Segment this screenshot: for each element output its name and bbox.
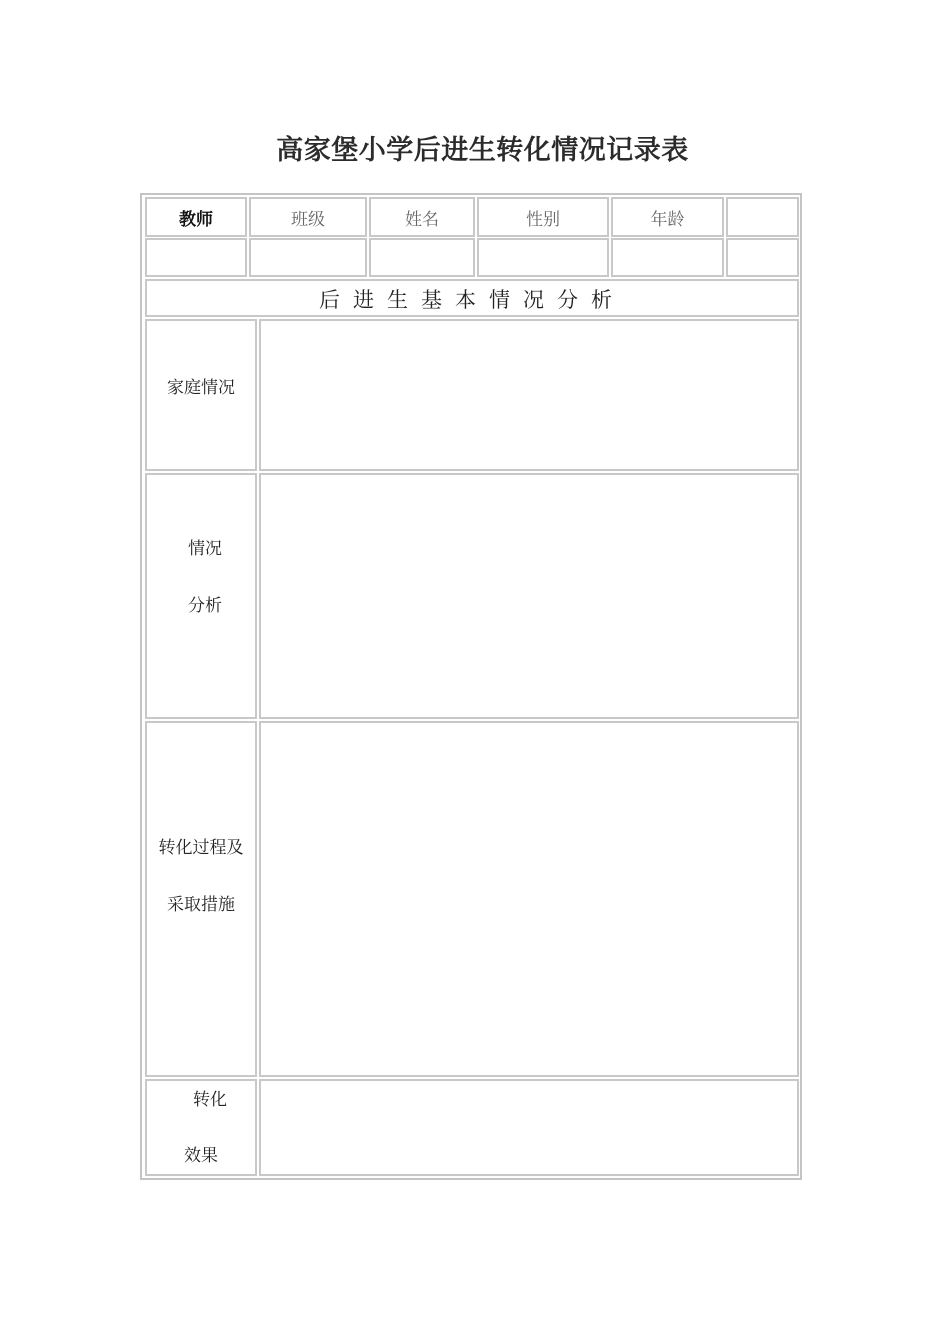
value-teacher-cell[interactable] [145,238,247,277]
header-age-value-cell[interactable] [726,197,799,237]
header-teacher-label: 教师 [179,210,213,230]
process-label-cell [145,721,257,1077]
analysis-content-cell[interactable] [259,473,799,719]
value-extra-cell[interactable] [726,238,799,277]
value-name-cell[interactable] [369,238,475,277]
section-title-cell [145,279,799,317]
effect-content-cell[interactable] [259,1079,799,1176]
value-age-cell[interactable] [611,238,724,277]
header-gender-label: 性别 [526,210,560,230]
page-title: 高家堡小学后进生转化情况记录表 [276,135,689,166]
header-name-cell [369,197,475,237]
process-label-line1: 转化过程及 [158,838,244,858]
effect-label-line1: 转化 [193,1090,227,1110]
process-label-line2: 采取措施 [167,895,235,915]
header-teacher-cell [145,197,247,237]
analysis-label-line1: 情况 [188,539,222,559]
family-content-cell[interactable] [259,319,799,471]
analysis-label-line2: 分析 [188,596,222,616]
header-gender-cell [477,197,609,237]
family-label: 家庭情况 [167,378,235,398]
value-class-cell[interactable] [249,238,367,277]
header-name-label: 姓名 [405,210,439,230]
header-age-label: 年龄 [650,210,685,230]
family-label-cell [145,319,257,471]
effect-label-cell [145,1079,257,1176]
header-class-cell [249,197,367,237]
process-content-cell[interactable] [259,721,799,1077]
analysis-label-cell [145,473,257,719]
section-title: 后进生基本情况分析 [319,288,625,312]
header-age-cell [611,197,724,237]
value-gender-cell[interactable] [477,238,609,277]
header-class-label: 班级 [291,210,325,230]
effect-label-line2: 效果 [184,1146,218,1166]
